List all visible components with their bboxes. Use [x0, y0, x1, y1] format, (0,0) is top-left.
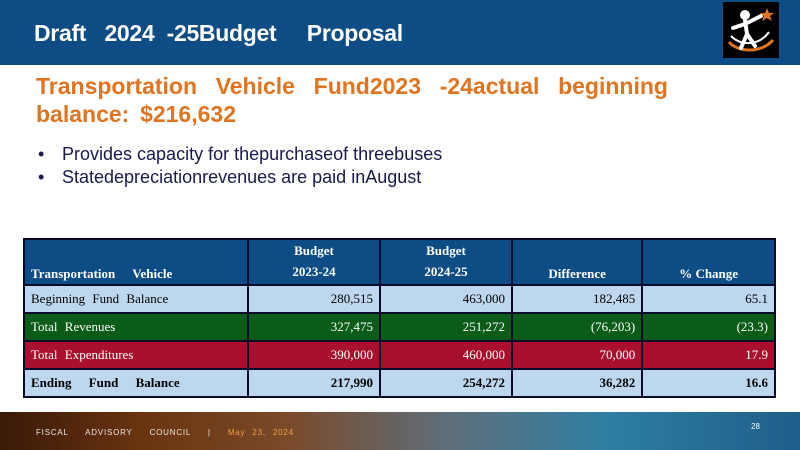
- row-label: Total Revenues: [24, 313, 248, 341]
- heading-word: Fund2023: [313, 73, 422, 99]
- table-header-row: [24, 239, 775, 285]
- cell-budget-2024-25: 254,272: [380, 369, 512, 397]
- table-row-total-revenues: [24, 313, 775, 341]
- column-header-percent-change: % Change: [642, 239, 775, 285]
- table-row-ending-balance: [24, 369, 775, 397]
- table-row-total-expenditures: [24, 341, 775, 369]
- table-row-beginning-balance: [24, 285, 775, 313]
- footer-bar: [0, 412, 800, 450]
- cell-budget-2024-25: 463,000: [380, 285, 512, 313]
- column-header-difference: Difference: [512, 239, 642, 285]
- cell-budget-2024-25: 460,000: [380, 341, 512, 369]
- header-line: Budget: [426, 243, 466, 258]
- title-bar: [0, 0, 800, 65]
- column-header-category: Transportation Vehicle: [24, 239, 248, 285]
- column-header-budget-2024-25: [380, 239, 512, 285]
- cell-percent-change: 16.6: [642, 369, 775, 397]
- header-line: 2024-25: [424, 264, 468, 279]
- bullet-list: [36, 143, 442, 189]
- cell-budget-2023-24: 390,000: [248, 341, 380, 369]
- bullet-item: • Statedepreciationrevenues are paid inAugust: [36, 166, 442, 189]
- cell-difference: (76,203): [512, 313, 642, 341]
- cell-difference: 36,282: [512, 369, 642, 397]
- cell-difference: 70,000: [512, 341, 642, 369]
- row-label: Total Expenditures: [24, 341, 248, 369]
- bullet-item: • Provides capacity for thepurchaseof threebuses: [36, 143, 442, 166]
- heading-word: Vehicle: [215, 73, 295, 99]
- cell-percent-change: (23.3): [642, 313, 775, 341]
- heading-word: balance:: [36, 101, 130, 127]
- slide-title: Draft 2024 -25Budget Proposal: [34, 20, 403, 46]
- header-line: 2023-24: [292, 264, 336, 279]
- cell-budget-2023-24: 327,475: [248, 313, 380, 341]
- beginning-balance-amount: $216,632: [140, 101, 236, 127]
- cell-budget-2023-24: 217,990: [248, 369, 380, 397]
- cell-percent-change: 65.1: [642, 285, 775, 313]
- page-number: 28: [751, 422, 760, 431]
- row-label: Ending Fund Balance: [24, 369, 248, 397]
- row-label: Beginning Fund Balance: [24, 285, 248, 313]
- footer-org: FISCAL ADVISORY COUNCIL: [36, 428, 191, 437]
- header-line: Budget: [294, 243, 334, 258]
- cell-budget-2024-25: 251,272: [380, 313, 512, 341]
- footer-separator: |: [207, 428, 211, 437]
- footer-text: [36, 428, 294, 437]
- footer-date: May 23, 2024: [227, 428, 294, 437]
- fund-balance-heading: [36, 72, 776, 128]
- heading-word: beginning: [558, 73, 668, 99]
- person-star-logo-icon: [723, 2, 779, 58]
- budget-table: [23, 238, 776, 398]
- cell-budget-2023-24: 280,515: [248, 285, 380, 313]
- organization-logo: [723, 2, 779, 58]
- cell-difference: 182,485: [512, 285, 642, 313]
- cell-percent-change: 17.9: [642, 341, 775, 369]
- heading-word: -24actual: [439, 73, 540, 99]
- column-header-budget-2023-24: [248, 239, 380, 285]
- heading-word: Transportation: [36, 73, 198, 99]
